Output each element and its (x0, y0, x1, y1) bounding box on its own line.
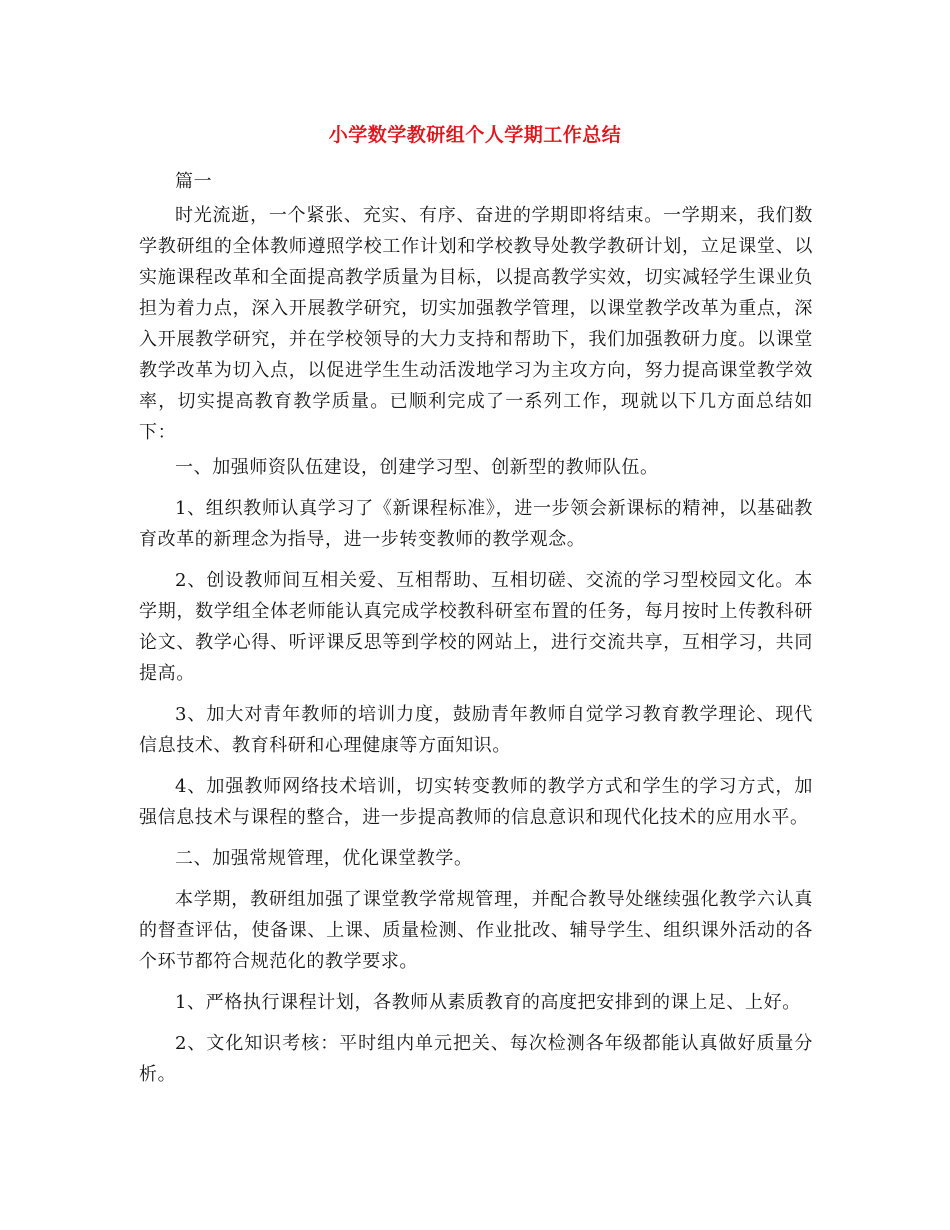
section-label: 篇一 (175, 171, 213, 192)
intro-paragraph: 时光流逝，一个紧张、充实、有序、奋进的学期即将结束。一学期来，我们数学教研组的全体教师遵照学校工作计划和学校教导处教学教研计划，立足课堂、以实施课程改革和全面提高教学质量为目标，以提高教学实效，切实减轻学生课业负担为着力点，深入开展教学研究，切实加强教学管理，以课堂教学改革为重点，深入开展教学研究，并在学校领导的大力支持和帮助下，我们加强教研力度。以课堂教学改革为切入点，以促进学生生动活泼地学习为主攻方向，努力提高课堂教学效率，切实提高教育教学质量。已顺利完成了一系列工作，现就以下几方面总结如下： (139, 205, 813, 443)
paragraph-item-2-1: 1、严格执行课程计划，各教师从素质教育的高度把安排到的课上足、上好。 (175, 992, 801, 1013)
paragraph-item-1-4: 4、加强教师网络技术培训，切实转变教师的教学方式和学生的学习方式，加强信息技术与课程的整合，进一步提高教师的信息意识和现代化技术的应用水平。 (139, 776, 813, 828)
paragraph-section-2: 本学期，教研组加强了课堂教学常规管理，并配合教导处继续强化教学六认真的督查评估，使备课、上课、质量检测、作业批改、辅导学生、组织课外活动的各个环节都符合规范化的教学要求。 (139, 889, 813, 972)
paragraph-item-1-1: 1、组织教师认真学习了《新课程标准》，进一步领会新课标的精神，以基础教育改革的新理念为指导，进一步转变教师的教学观念。 (139, 498, 813, 550)
section-heading-1: 一、加强师资队伍建设，创建学习型、创新型的教师队伍。 (175, 457, 659, 478)
paragraph-item-1-2: 2、创设教师间互相关爱、互相帮助、互相切磋、交流的学习型校园文化。本学期，数学组全体老师能认真完成学校教科研室布置的任务，每月按时上传教科研论文、教学心得、听评课反思等到学校的网站上，进行交流共享，互相学习，共同提高。 (139, 570, 813, 684)
paragraph-item-1-3: 3、加大对青年教师的培训力度，鼓励青年教师自觉学习教育教学理论、现代信息技术、教育科研和心理健康等方面知识。 (139, 704, 813, 756)
section-heading-2: 二、加强常规管理，优化课堂教学。 (175, 848, 473, 869)
paragraph-item-2-2: 2、文化知识考核：平时组内单元把关、每次检测各年级都能认真做好质量分析。 (139, 1033, 813, 1085)
document-body (139, 160, 813, 1090)
document-title: 小学数学教研组个人学期工作总结 (328, 124, 622, 146)
